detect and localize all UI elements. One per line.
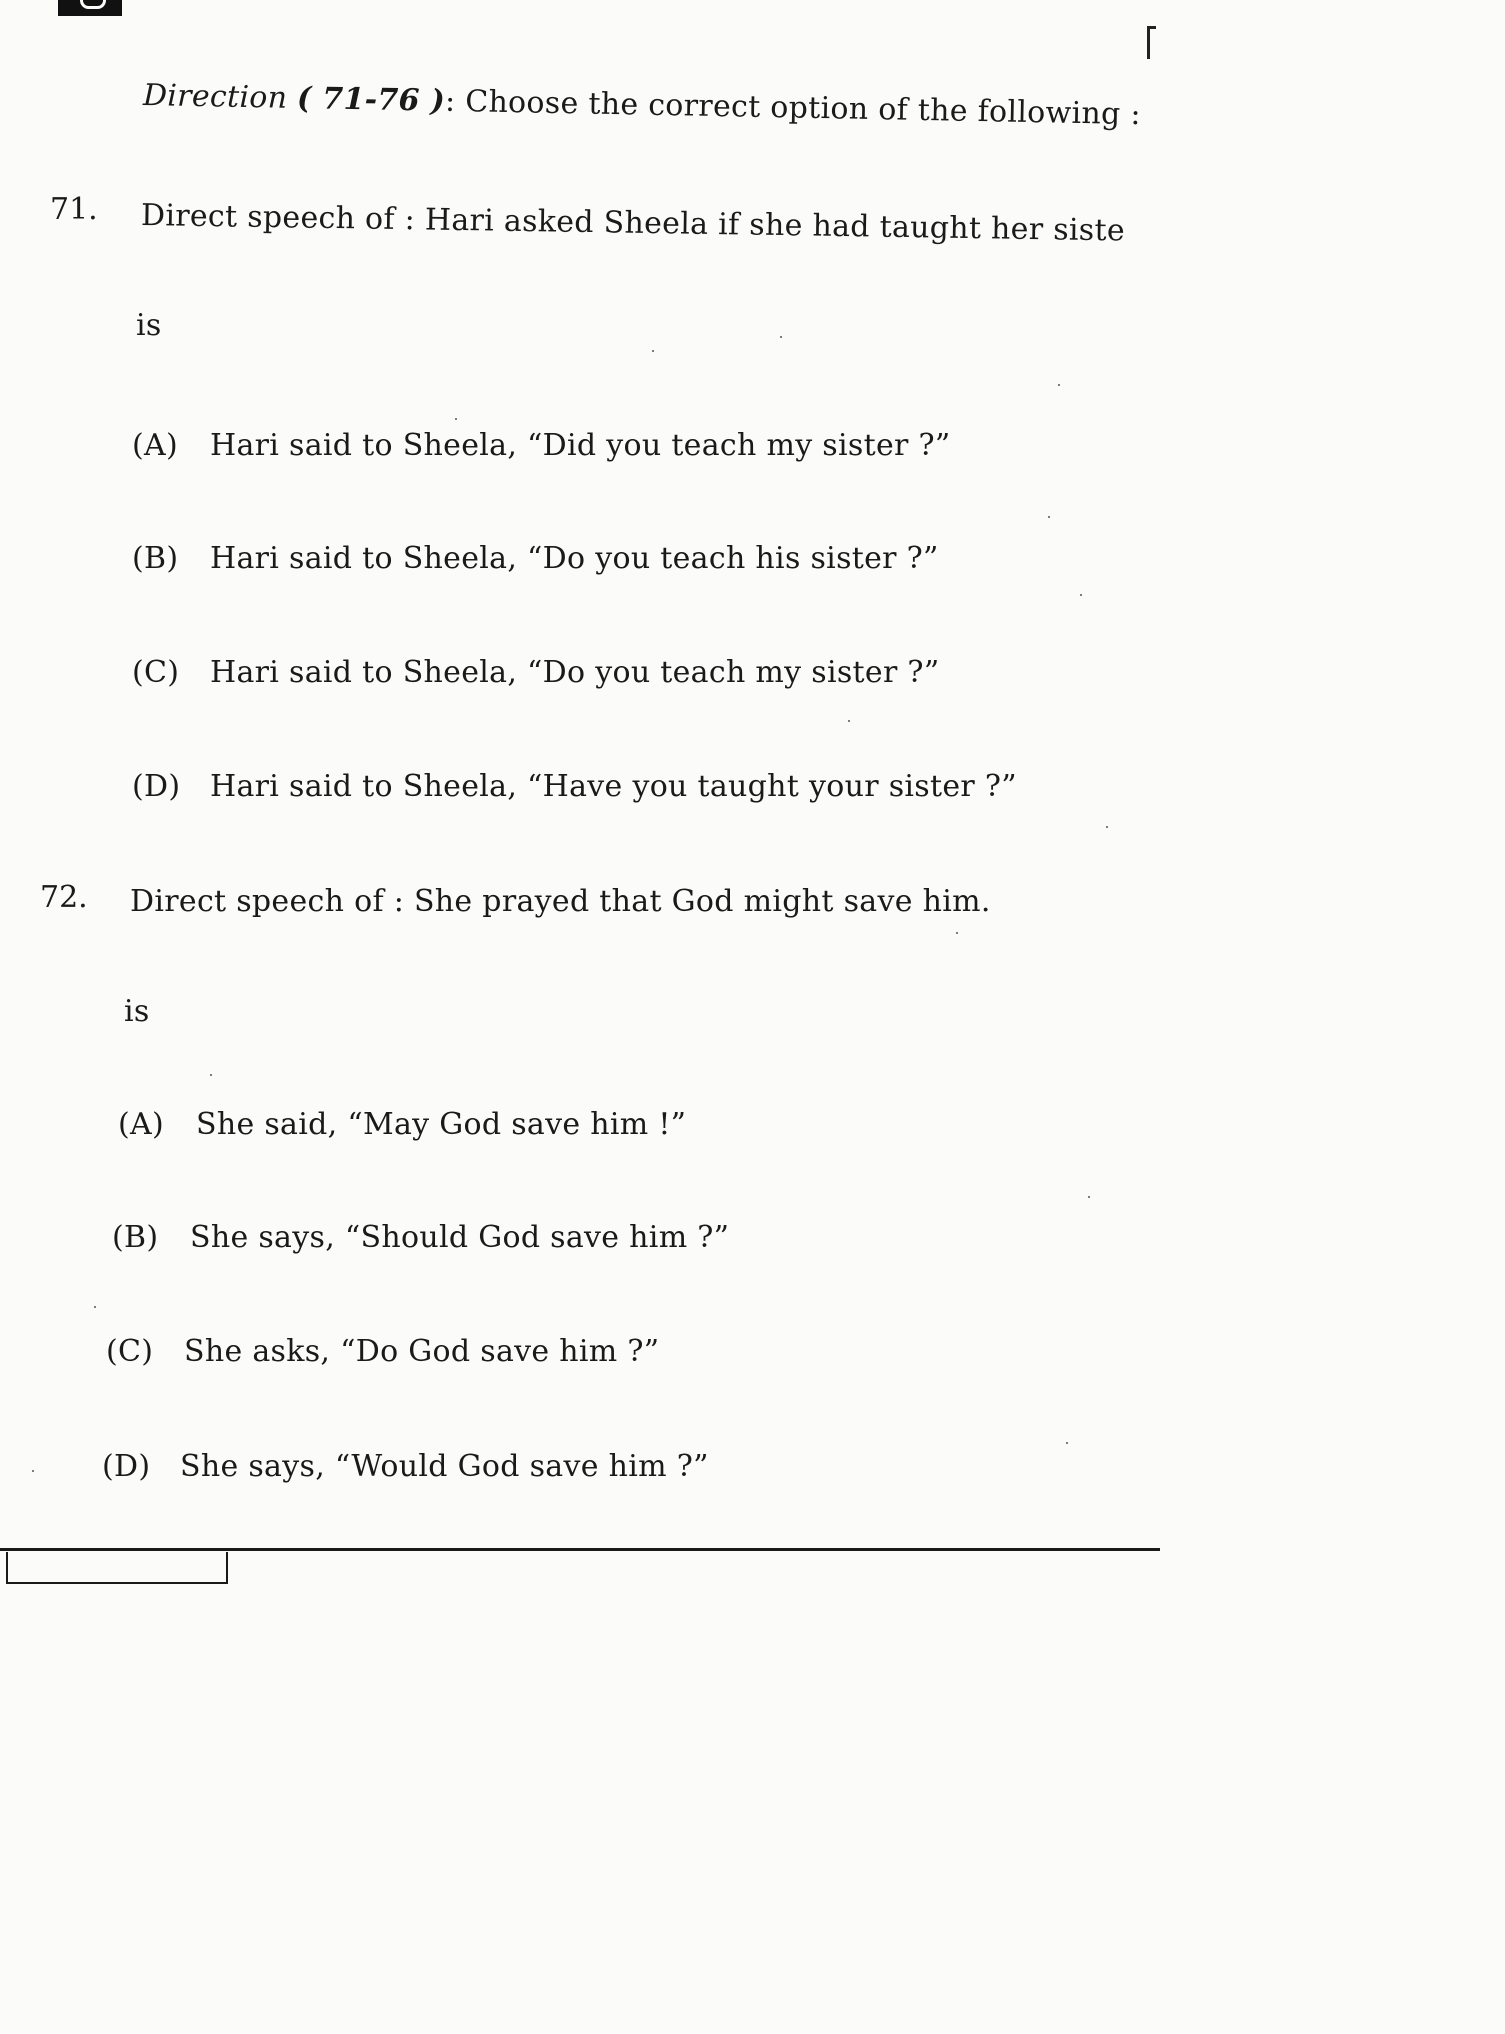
scan-speck bbox=[1088, 1196, 1090, 1198]
option-text: She asks, “Do God save him ?” bbox=[184, 1334, 660, 1369]
scan-speck bbox=[455, 418, 457, 420]
option-text: She says, “Would God save him ?” bbox=[180, 1449, 709, 1484]
option-letter: (A) bbox=[132, 428, 178, 463]
option-a bbox=[132, 428, 951, 463]
question-tail: is bbox=[136, 308, 162, 343]
option-letter: (C) bbox=[106, 1334, 154, 1369]
option-letter: (B) bbox=[132, 541, 179, 576]
option-b bbox=[132, 541, 939, 576]
scan-speck bbox=[1106, 826, 1108, 828]
option-d bbox=[102, 1449, 709, 1484]
option-letter: (B) bbox=[112, 1220, 159, 1255]
corner-tab-mark bbox=[58, 0, 122, 16]
scan-speck bbox=[1066, 1442, 1068, 1444]
direction-line bbox=[143, 78, 1142, 132]
scan-speck bbox=[652, 350, 654, 352]
option-text: Hari said to Sheela, “Did you teach my sister ?” bbox=[210, 428, 951, 463]
scan-speck bbox=[1048, 516, 1050, 518]
option-letter: (A) bbox=[118, 1107, 164, 1142]
scan-speck bbox=[94, 1306, 96, 1308]
page-corner-bracket bbox=[1147, 26, 1156, 59]
footer-code-box bbox=[6, 1552, 228, 1584]
question-prompt: Direct speech of : Hari asked Sheela if she had taught her siste bbox=[140, 198, 1126, 249]
option-text: Hari said to Sheela, “Have you taught your sister ?” bbox=[210, 769, 1017, 804]
scan-speck bbox=[210, 1074, 212, 1076]
option-a bbox=[118, 1107, 686, 1142]
scan-speck bbox=[1080, 594, 1082, 596]
option-text: Hari said to Sheela, “Do you teach his sister ?” bbox=[210, 541, 939, 576]
option-text: Hari said to Sheela, “Do you teach my sister ?” bbox=[210, 655, 940, 690]
direction-text: : Choose the correct option of the following : bbox=[444, 83, 1142, 133]
direction-label: Direction bbox=[142, 78, 288, 116]
question-prompt: Direct speech of : She prayed that God might save him. bbox=[130, 884, 991, 919]
option-c bbox=[132, 655, 939, 690]
question-number: 72. bbox=[40, 880, 88, 915]
scan-speck bbox=[848, 720, 850, 722]
scan-speck bbox=[1058, 384, 1060, 386]
scan-speck bbox=[32, 1470, 34, 1472]
question-tail: is bbox=[124, 994, 150, 1029]
scan-speck bbox=[956, 932, 958, 934]
option-text: She said, “May God save him !” bbox=[196, 1107, 687, 1142]
footer-rule bbox=[0, 1548, 1160, 1551]
option-letter: (D) bbox=[102, 1449, 151, 1484]
option-letter: (C) bbox=[132, 655, 180, 690]
option-c bbox=[106, 1334, 659, 1369]
option-d bbox=[132, 769, 1017, 804]
scan-speck bbox=[780, 336, 782, 338]
direction-range: ( 71-76 ) bbox=[296, 80, 446, 119]
option-text: She says, “Should God save him ?” bbox=[190, 1220, 730, 1255]
option-letter: (D) bbox=[132, 769, 181, 804]
option-b bbox=[112, 1220, 729, 1255]
question-number: 71. bbox=[50, 192, 98, 227]
